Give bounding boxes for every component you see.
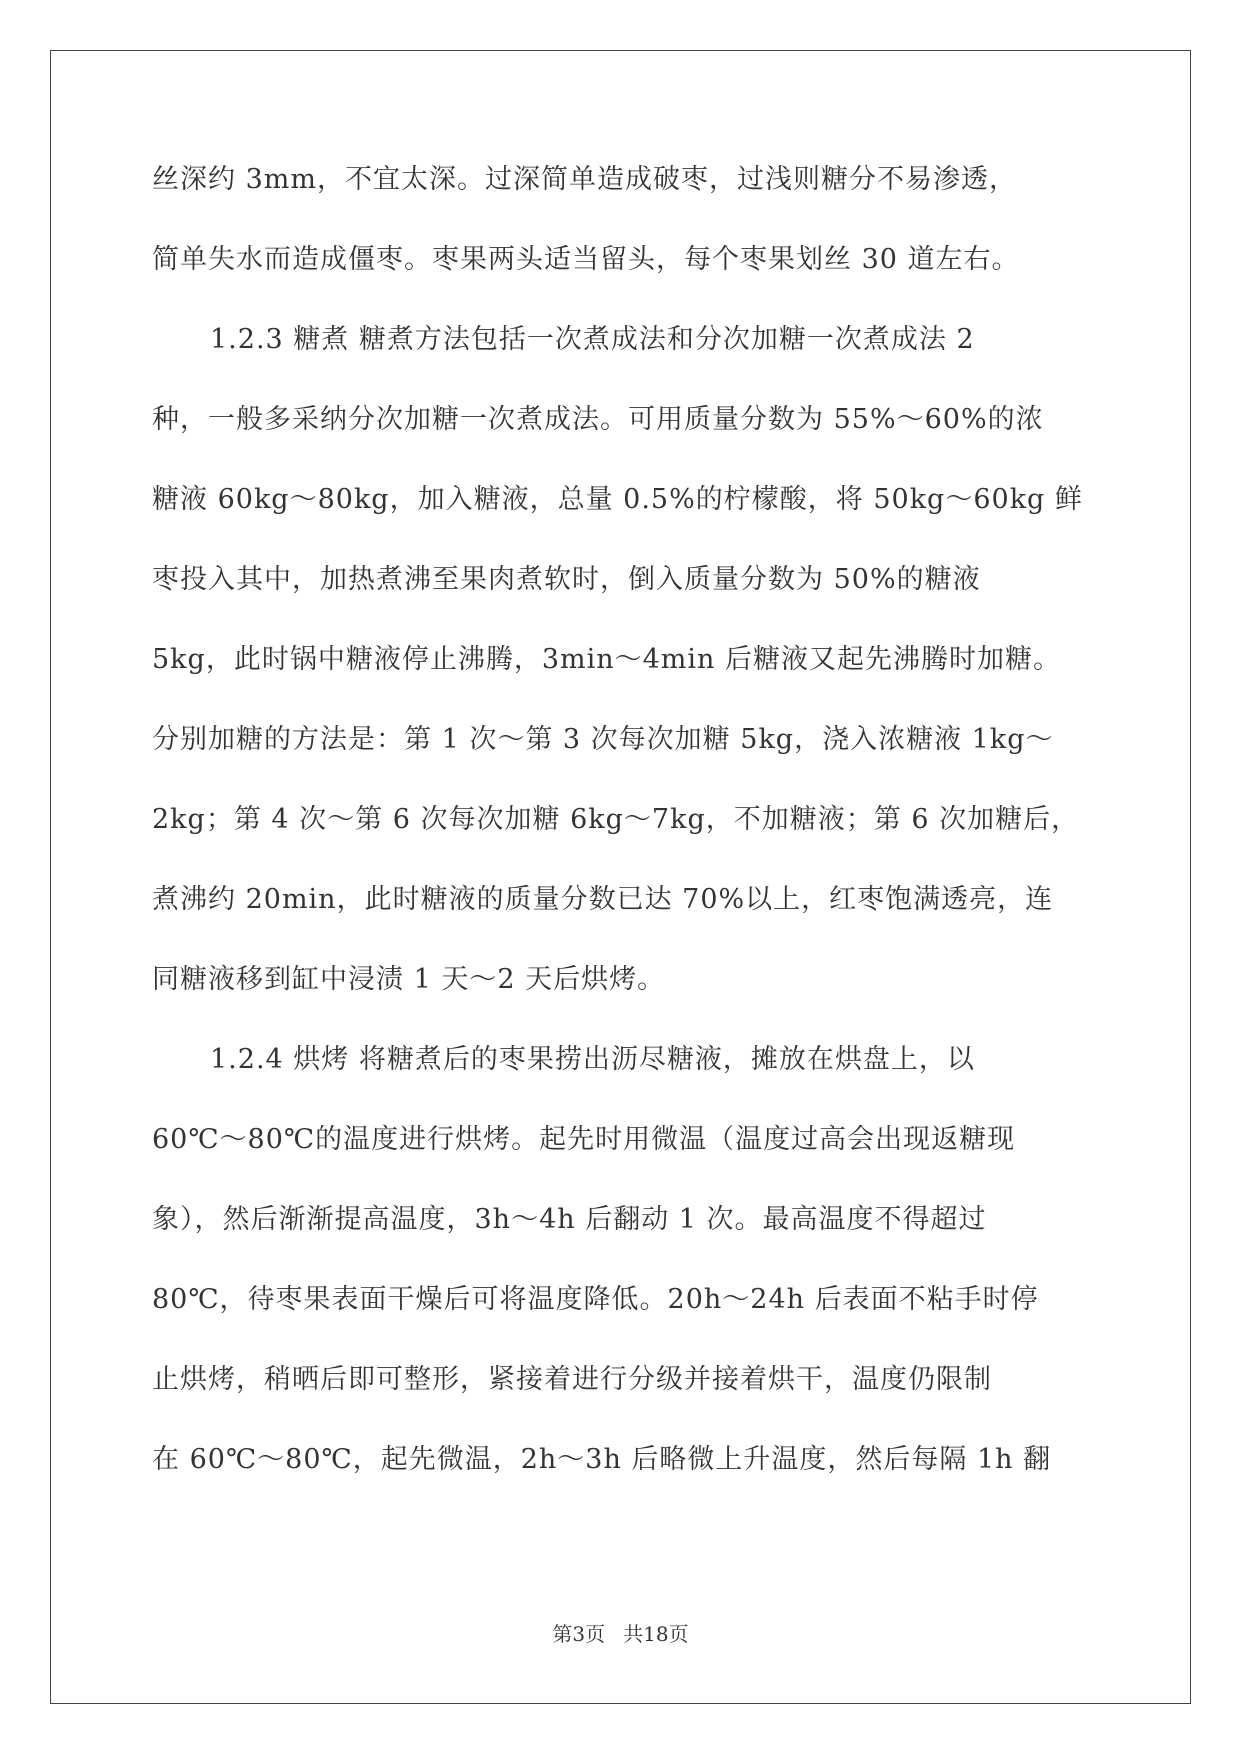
text-line: 分别加糖的方法是：第 1 次～第 3 次每次加糖 5kg，浇入浓糖液 1kg～ — [152, 724, 1054, 755]
text-line: 同糖液移到缸中浸渍 1 天～2 天后烘烤。 — [152, 964, 666, 995]
text-line: 煮沸约 20min，此时糖液的质量分数已达 70%以上，红枣饱满透亮，连 — [152, 884, 1054, 915]
text-line: 糖液 60kg～80kg，加入糖液，总量 0.5%的柠檬酸，将 50kg～60kg 鲜 — [152, 484, 1083, 515]
text-line: 简单失水而造成僵枣。枣果两头适当留头，每个枣果划丝 30 道左右。 — [152, 244, 1020, 275]
text-line: 种，一般多采纳分次加糖一次煮成法。可用质量分数为 55%～60%的浓 — [152, 404, 1044, 435]
text-line: 60℃～80℃的温度进行烘烤。起先时用微温（温度过高会出现返糖现 — [152, 1124, 1016, 1155]
section-heading-line: 1.2.4 烘烤 将糖煮后的枣果捞出沥尽糖液，摊放在烘盘上，以 — [210, 1044, 975, 1075]
page-footer — [0, 1618, 1241, 1647]
document-body — [152, 160, 1092, 1520]
section-heading-line: 1.2.3 糖煮 糖煮方法包括一次煮成法和分次加糖一次煮成法 2 — [210, 324, 975, 355]
page-number-total: 共18页 — [623, 1622, 689, 1646]
text-line: 2kg；第 4 次～第 6 次每次加糖 6kg～7kg，不加糖液；第 6 次加糖后， — [152, 804, 1080, 835]
text-line: 象），然后渐渐提高温度，3h～4h 后翻动 1 次。最高温度不得超过 — [152, 1204, 987, 1235]
text-line: 在 60℃～80℃，起先微温，2h～3h 后略微上升温度，然后每隔 1h 翻 — [152, 1444, 1052, 1475]
text-line: 枣投入其中，加热煮沸至果肉煮软时，倒入质量分数为 50%的糖液 — [152, 564, 981, 595]
text-line: 止烘烤，稍晒后即可整形，紧接着进行分级并接着烘干，温度仍限制 — [152, 1364, 992, 1395]
text-line: 5kg，此时锅中糖液停止沸腾，3min～4min 后糖液又起先沸腾时加糖。 — [152, 644, 1062, 675]
page-number-current: 第3页 — [552, 1622, 606, 1646]
text-line: 丝深约 3mm，不宜太深。过深简单造成破枣，过浅则糖分不易渗透， — [152, 164, 1017, 195]
text-line: 80℃，待枣果表面干燥后可将温度降低。20h～24h 后表面不粘手时停 — [152, 1284, 1039, 1315]
